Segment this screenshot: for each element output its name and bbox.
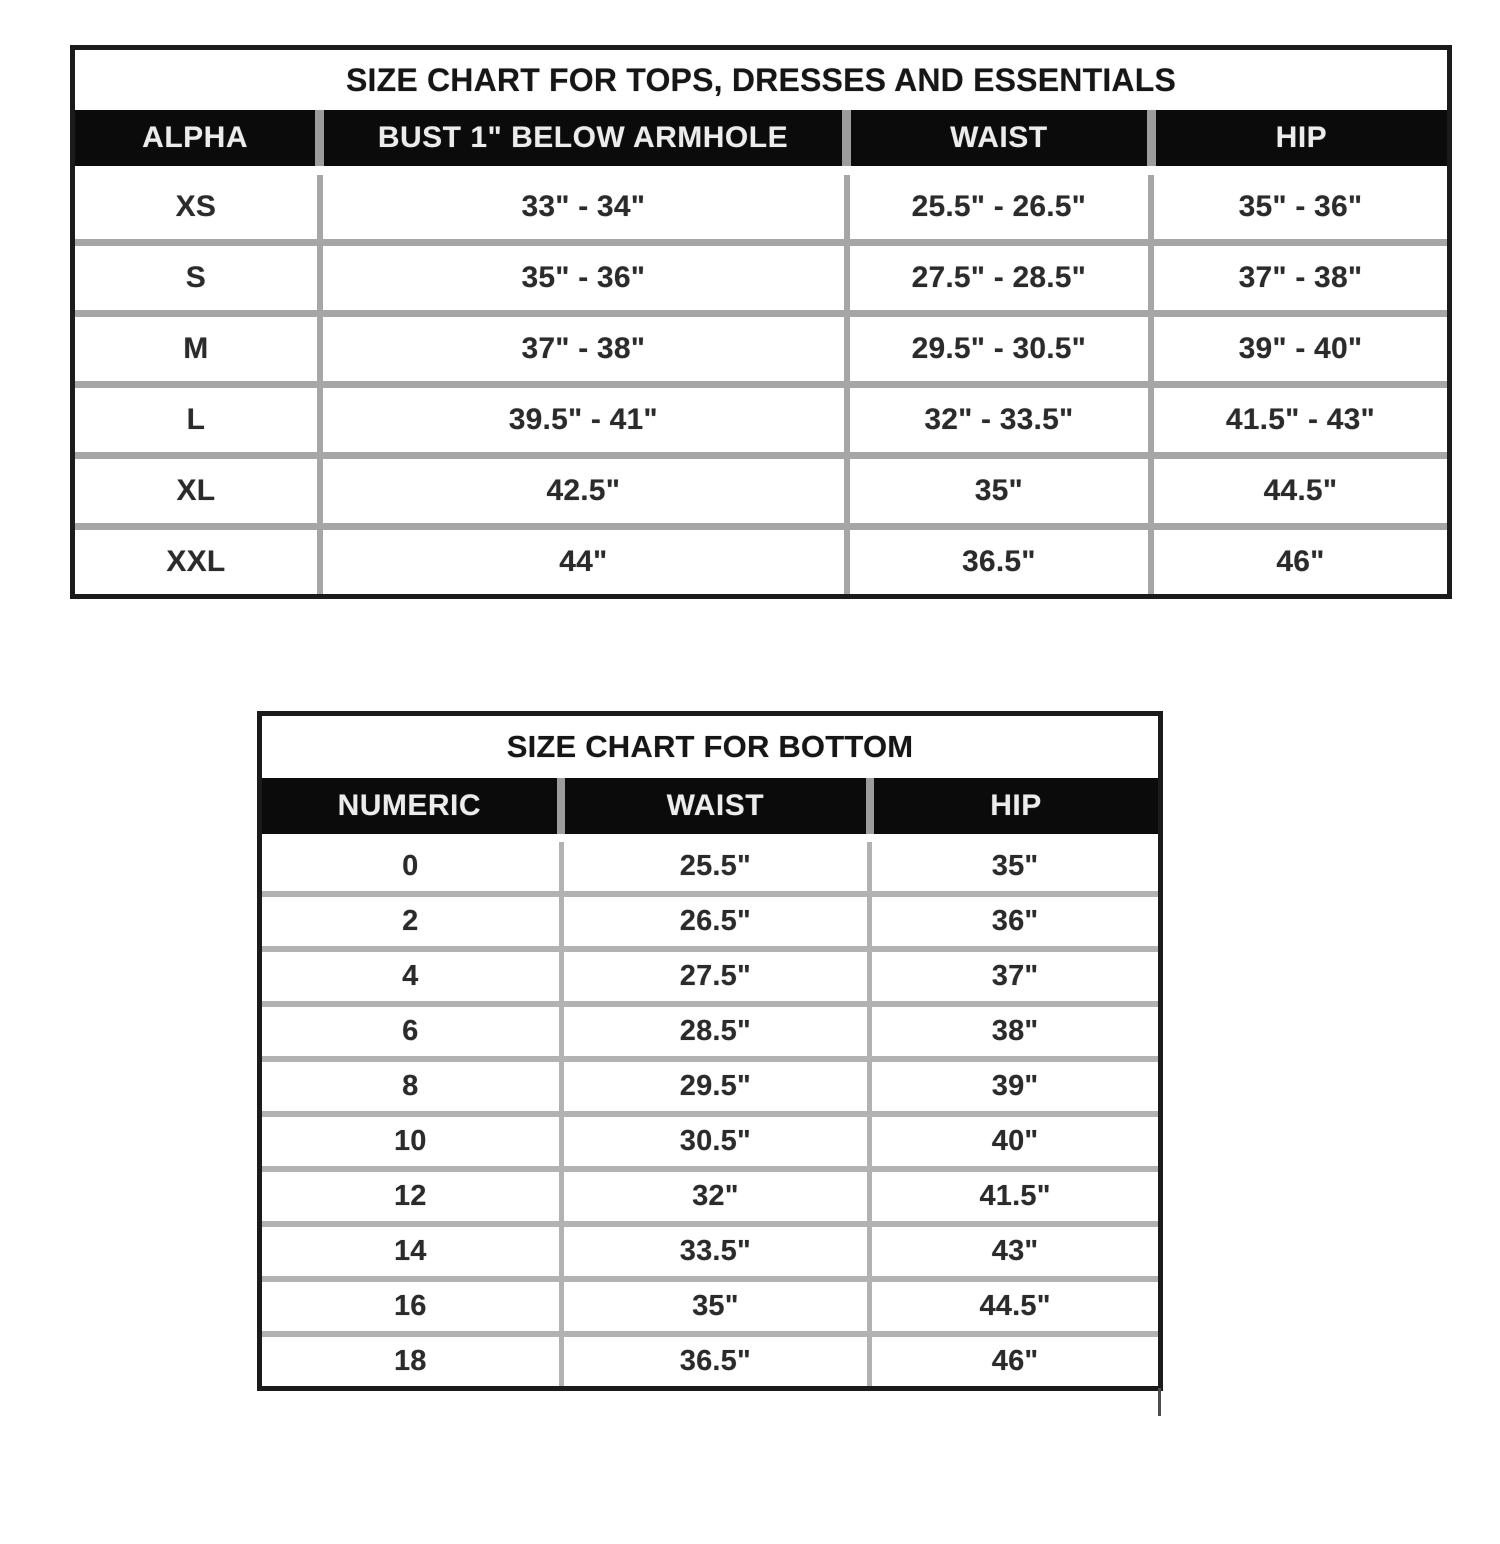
bottoms-table-title: SIZE CHART FOR BOTTOM bbox=[506, 729, 914, 764]
tops-header-bust: BUST 1" BELOW ARMHOLE bbox=[324, 110, 842, 166]
tops-header-alpha: ALPHA bbox=[75, 110, 315, 166]
tops-table-title: SIZE CHART FOR TOPS, DRESSES AND ESSENTIALS bbox=[345, 61, 1177, 98]
size-chart-tops-table bbox=[70, 45, 1452, 599]
table-cell: 16 bbox=[262, 1282, 559, 1331]
table-cell: 41.5" - 43" bbox=[1154, 388, 1447, 452]
table-cell: 44.5" bbox=[872, 1282, 1158, 1331]
tops-header-waist: WAIST bbox=[851, 110, 1147, 166]
table-cell: 25.5" - 26.5" bbox=[850, 175, 1148, 239]
table-cell: 38" bbox=[872, 1007, 1158, 1056]
table-cell: 25.5" bbox=[564, 842, 868, 891]
table-cell: 6 bbox=[262, 1007, 559, 1056]
table-cell: 39" - 40" bbox=[1154, 317, 1447, 381]
tops-table-body bbox=[75, 175, 1447, 594]
table-cell: 32" - 33.5" bbox=[850, 388, 1148, 452]
header-body-divider bbox=[262, 834, 1158, 842]
table-cell: 27.5" - 28.5" bbox=[850, 246, 1148, 310]
table-cell: 27.5" bbox=[564, 952, 868, 1001]
header-body-divider bbox=[75, 166, 1447, 175]
bottoms-header-waist: WAIST bbox=[565, 778, 866, 834]
table-cell: L bbox=[75, 388, 317, 452]
table-cell: 44.5" bbox=[1154, 459, 1447, 523]
table-cell: 44" bbox=[323, 530, 844, 594]
table-cell: 10 bbox=[262, 1117, 559, 1166]
bottoms-header-numeric: NUMERIC bbox=[262, 778, 557, 834]
table-cell: 4 bbox=[262, 952, 559, 1001]
table-cell: S bbox=[75, 246, 317, 310]
table-cell: 14 bbox=[262, 1227, 559, 1276]
table-cell: 37" bbox=[872, 952, 1158, 1001]
table-cell: M bbox=[75, 317, 317, 381]
table-cell: 0 bbox=[262, 842, 559, 891]
table-cell: 29.5" - 30.5" bbox=[850, 317, 1148, 381]
table-cell: XXL bbox=[75, 530, 317, 594]
table-cell: 18 bbox=[262, 1337, 559, 1386]
table-cell: 33.5" bbox=[564, 1227, 868, 1276]
table-cell: 35" bbox=[850, 459, 1148, 523]
table-cell: 37" - 38" bbox=[1154, 246, 1447, 310]
table-cell: 33" - 34" bbox=[323, 175, 844, 239]
table-cell: 32" bbox=[564, 1172, 868, 1221]
table-cell: 35" bbox=[564, 1282, 868, 1331]
table-cell: 36.5" bbox=[850, 530, 1148, 594]
table-cell: 37" - 38" bbox=[323, 317, 844, 381]
table-cell: 35" bbox=[872, 842, 1158, 891]
table-cell: 29.5" bbox=[564, 1062, 868, 1111]
table-cell: 30.5" bbox=[564, 1117, 868, 1166]
table-cell: 46" bbox=[872, 1337, 1158, 1386]
table-cell: 43" bbox=[872, 1227, 1158, 1276]
table-cell: 39" bbox=[872, 1062, 1158, 1111]
table-cell: 8 bbox=[262, 1062, 559, 1111]
size-chart-bottoms-table bbox=[257, 711, 1163, 1391]
table-cell: 2 bbox=[262, 897, 559, 946]
table-cell: 12 bbox=[262, 1172, 559, 1221]
tops-header-hip: HIP bbox=[1156, 110, 1447, 166]
table-cell: 28.5" bbox=[564, 1007, 868, 1056]
bottoms-table-header-row bbox=[262, 778, 1158, 834]
table-cell: 39.5" - 41" bbox=[323, 388, 844, 452]
table-cell: 35" - 36" bbox=[1154, 175, 1447, 239]
table-cell: 26.5" bbox=[564, 897, 868, 946]
table-cell: 46" bbox=[1154, 530, 1447, 594]
table-cell: 36.5" bbox=[564, 1337, 868, 1386]
table-cell: 41.5" bbox=[872, 1172, 1158, 1221]
table-cell: 42.5" bbox=[323, 459, 844, 523]
table-cell: 40" bbox=[872, 1117, 1158, 1166]
tops-table-header-row bbox=[75, 110, 1447, 166]
bottoms-header-hip: HIP bbox=[874, 778, 1158, 834]
table-cell: 35" - 36" bbox=[323, 246, 844, 310]
table-cell: XL bbox=[75, 459, 317, 523]
table-cell: XS bbox=[75, 175, 317, 239]
scan-artifact-line bbox=[1158, 1388, 1161, 1416]
table-cell: 36" bbox=[872, 897, 1158, 946]
bottoms-table-body bbox=[262, 842, 1158, 1386]
